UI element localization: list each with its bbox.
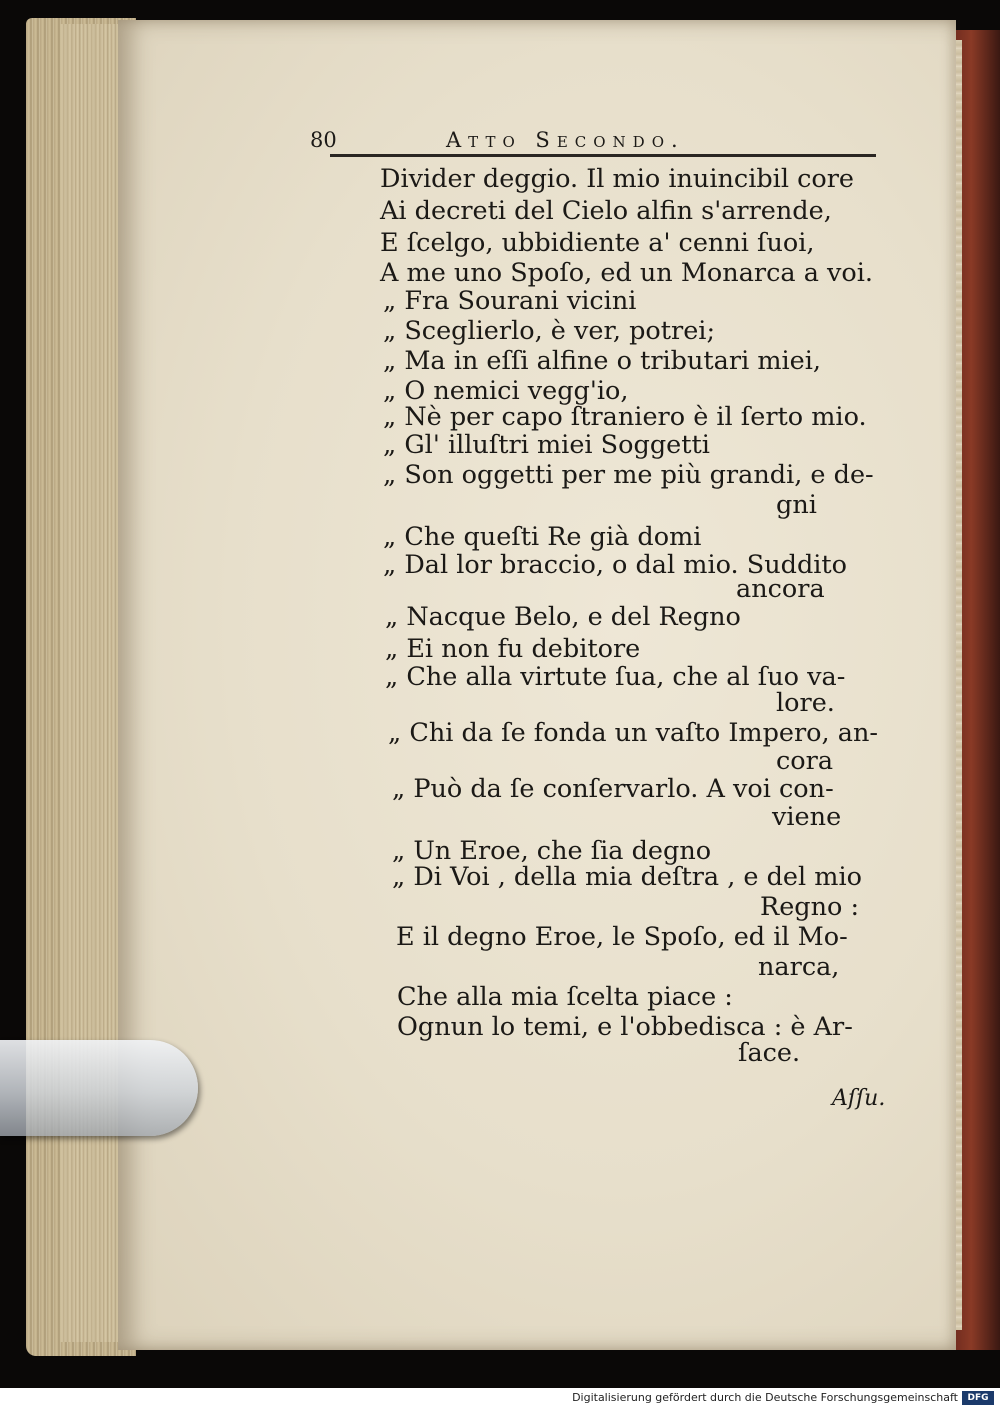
footer-bar: [0, 1388, 1000, 1409]
verse-line: E il degno Eroe, le Spoſo, ed il Mo-: [396, 922, 848, 952]
verse-line: „ Ma in eſſi alfine o tributari miei,: [383, 346, 822, 376]
verse-turnover: cora: [776, 746, 834, 776]
verse-line: „ Sceglierlo, è ver, potrei;: [383, 316, 716, 346]
verse-line: „ O nemici vegg'io,: [383, 376, 629, 406]
page-number: 80: [310, 128, 337, 152]
verse-line: „ Son oggetti per me più grandi, e de-: [383, 460, 874, 490]
verse-line: Ognun lo temi, e l'obbedisca : è Ar-: [397, 1012, 853, 1042]
head-rule: [330, 154, 876, 157]
verse-line: „ Nè per capo ſtraniero è il ſerto mio.: [383, 402, 867, 432]
verse-line: „ Ei non fu debitore: [385, 634, 641, 664]
dfg-logo: DFG: [962, 1391, 994, 1405]
verse-line: „ Gl' illuſtri miei Soggetti: [383, 430, 710, 460]
verse-line: E ſcelgo, ubbidiente a' cenni ſuoi,: [380, 228, 815, 258]
verse-line: Che alla mia ſcelta piace :: [397, 982, 733, 1012]
verse-turnover: ancora: [736, 574, 825, 604]
verse-turnover: Regno :: [760, 892, 860, 922]
verse-line: „ Nacque Belo, e del Regno: [385, 602, 741, 632]
verse-line: „ Che queſti Re già domi: [383, 522, 702, 552]
book-page-edges-inner: [60, 24, 120, 1342]
verse-turnover: ſace.: [738, 1038, 801, 1068]
verse-turnover: lore.: [776, 688, 835, 718]
footer-credit: Digitalisierung gefördert durch die Deutsche Forschungsgemeinschaft: [572, 1391, 958, 1404]
verse-line: Divider deggio. Il mio inuincibil core: [380, 164, 855, 194]
verse-line: „ Che alla virtute ſua, che al ſuo va-: [385, 662, 846, 692]
page-holder-clip: [0, 1040, 198, 1136]
verse-turnover: narca,: [758, 952, 840, 982]
running-head: [310, 128, 876, 156]
verse-line: „ Chi da ſe fonda un vaſto Impero, an-: [388, 718, 878, 748]
verse-line: „ Può da ſe conſervarlo. A voi con-: [392, 774, 834, 804]
verse-line: „ Un Eroe, che ſia degno: [392, 836, 712, 866]
verse-line: „ Fra Sourani vicini: [383, 286, 637, 316]
catchword: Aſſu.: [832, 1086, 886, 1111]
verse-line: „ Dal lor braccio, o dal mio. Suddito: [383, 550, 848, 580]
verse-turnover: gni: [776, 490, 817, 520]
verse-line: A me uno Spoſo, ed un Monarca a voi.: [380, 258, 874, 288]
verse-turnover: viene: [772, 802, 842, 832]
verse-line: Ai decreti del Cielo alfin s'arrende,: [380, 196, 832, 226]
verse-line: „ Di Voi , della mia deſtra , e del mio: [392, 862, 862, 892]
running-title: Atto Secondo.: [446, 128, 685, 152]
